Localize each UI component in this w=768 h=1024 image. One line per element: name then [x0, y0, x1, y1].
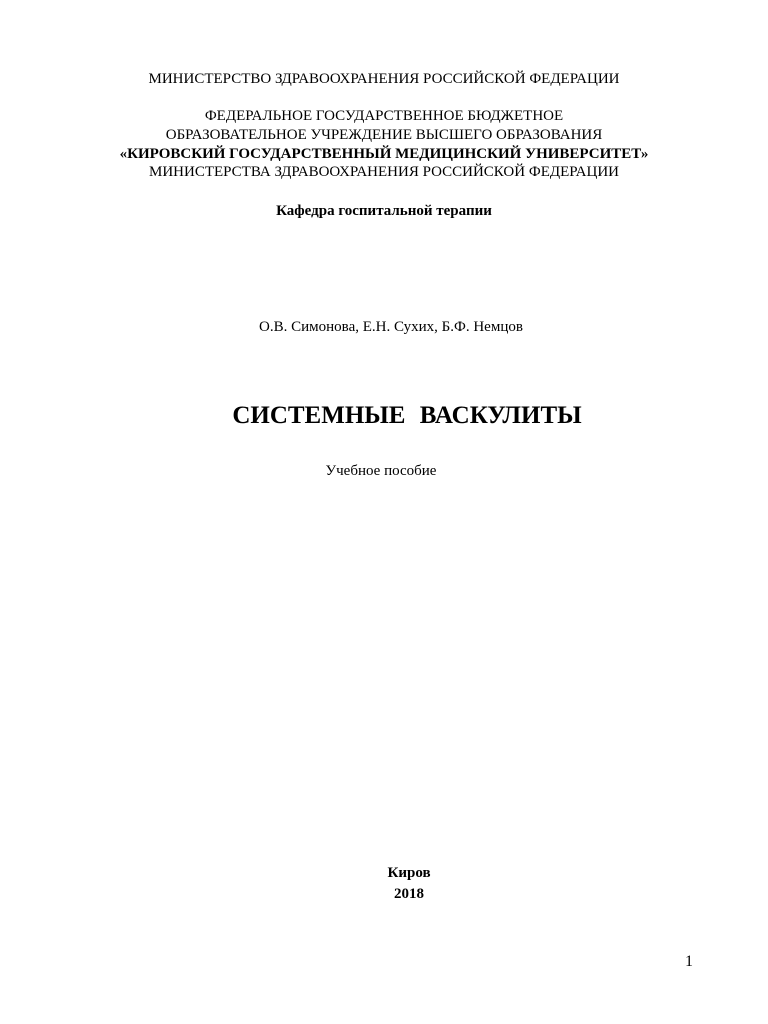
institution-line-2: ОБРАЗОВАТЕЛЬНОЕ УЧРЕЖДЕНИЕ ВЫСШЕГО ОБРАЗОВАНИЯ [165, 127, 603, 143]
document-subtitle: Учебное пособие [325, 463, 437, 479]
authors: О.В. Симонова, Е.Н. Сухих, Б.Ф. Немцов [259, 319, 523, 335]
institution-line-1: ФЕДЕРАЛЬНОЕ ГОСУДАРСТВЕННОЕ БЮДЖЕТНОЕ [204, 108, 564, 124]
department-name: Кафедра госпитальной терапии [276, 203, 492, 219]
page-number: 1 [685, 953, 693, 970]
institution-ministry: МИНИСТЕРСТВА ЗДРАВООХРАНЕНИЯ РОССИЙСКОЙ ФЕДЕРАЦИИ [148, 164, 620, 180]
document-title: СИСТЕМНЫЕ ВАСКУЛИТЫ [232, 402, 582, 429]
ministry-header: МИНИСТЕРСТВО ЗДРАВООХРАНЕНИЯ РОССИЙСКОЙ ФЕДЕРАЦИИ [148, 71, 620, 87]
publication-year: 2018 [394, 886, 424, 902]
publication-city: Киров [387, 865, 431, 881]
university-name: «КИРОВСКИЙ ГОСУДАРСТВЕННЫЙ МЕДИЦИНСКИЙ УНИВЕРСИТЕТ» [119, 146, 649, 162]
